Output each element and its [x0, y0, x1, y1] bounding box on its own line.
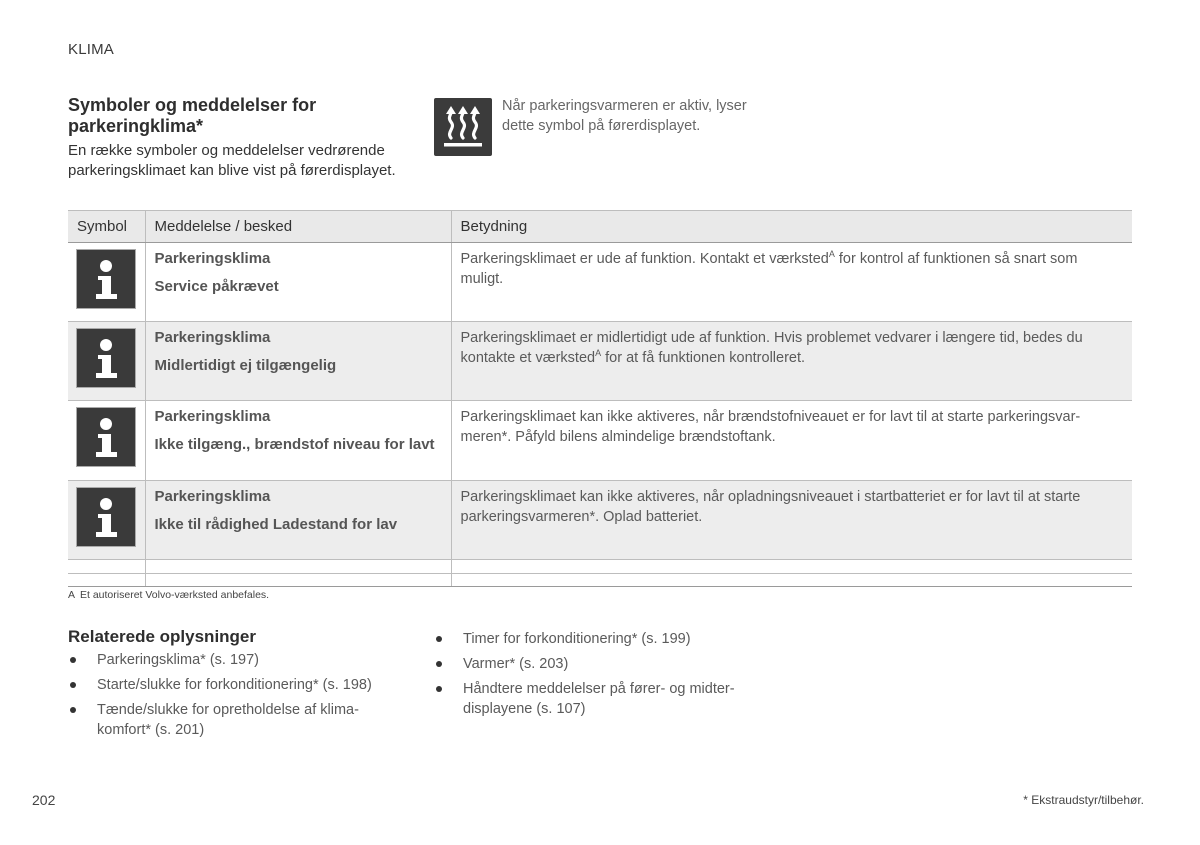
- meaning-text: Parkeringsklimaet er midlertidigt ude af funktion. Hvis problemet vedvarer i længere tid, bedes du kontakte et værksted: [460, 330, 1083, 366]
- heater-note-text: Når parkeringsvarmeren er aktiv, lyser dette symbol på førerdisplayet.: [502, 98, 747, 134]
- symbol-cell: [68, 401, 145, 481]
- table-row: [68, 322, 1132, 401]
- related-link[interactable]: Varmer* (s. 203): [434, 654, 764, 674]
- table-row: [68, 401, 1132, 481]
- meaning-text-cont: for at få funktionen kontrolleret.: [601, 350, 806, 366]
- info-icon: [77, 408, 135, 466]
- message-title: Parkeringsklima: [154, 329, 271, 346]
- related-link[interactable]: Starte/slukke for forkonditionering* (s. 198): [68, 675, 398, 695]
- meaning-cell: [451, 243, 1132, 322]
- intro-text: En række symboler og meddelelser vedrørende parkeringsklimaet kan blive vist på førerdisplayet.: [68, 142, 396, 179]
- table-row: [68, 243, 1132, 322]
- message-cell: [145, 243, 451, 322]
- table-row: [68, 481, 1132, 560]
- message-cell: [145, 481, 451, 560]
- header-meaning: Betydning: [451, 211, 1132, 243]
- related-link[interactable]: Tænde/slukke for opretholdelse af klimakomfort* (s. 201): [68, 700, 398, 740]
- section-label: KLIMA: [68, 41, 115, 58]
- messages-table: [68, 210, 1132, 587]
- header-symbol: Symbol: [68, 211, 145, 243]
- table-row-empty: [68, 560, 1132, 574]
- footnote-mark: A: [68, 589, 76, 601]
- message-cell: [145, 401, 451, 481]
- info-icon: [77, 488, 135, 546]
- footnote-text: Et autoriseret Volvo-værksted anbefales.: [80, 589, 270, 601]
- meaning-cell: [451, 322, 1132, 401]
- footer-note: * Ekstraudstyr/tilbehør.: [1023, 793, 1144, 807]
- message-title: Parkeringsklima: [154, 250, 271, 267]
- message-detail: Ikke tilgæng., brændstof niveau for lavt: [154, 436, 435, 453]
- table-footnote: [68, 589, 269, 601]
- footnote-ref: A: [595, 348, 602, 359]
- meaning-text: Parkeringsklimaet er ude af funktion. Kontakt et værksted: [460, 251, 829, 267]
- header-message: Meddelelse / besked: [145, 211, 451, 243]
- symbol-cell: [68, 481, 145, 560]
- table-header-row: [68, 211, 1132, 243]
- table-row-empty: [68, 574, 1132, 587]
- meaning-text-cont: for kontrol af funktionen så snart som muligt.: [460, 251, 1078, 287]
- page-number: 202: [32, 792, 56, 808]
- info-icon: [77, 250, 135, 308]
- page-title: Symboler og meddelelser for parkeringklima*: [68, 95, 317, 136]
- meaning-cell: [451, 401, 1132, 481]
- message-cell: [145, 322, 451, 401]
- related-link[interactable]: Timer for forkonditionering* (s. 199): [434, 629, 764, 649]
- message-detail: Midlertidigt ej tilgængelig: [154, 357, 337, 374]
- meaning-text: Parkeringsklimaet kan ikke aktiveres, når brændstofniveauet er for lavt til at starte parkeringsvarmeren*. Påfyld bilens almindelige brændstoftank.: [460, 409, 1081, 445]
- related-list-right: [434, 629, 764, 724]
- meaning-cell: [451, 481, 1132, 560]
- message-title: Parkeringsklima: [154, 488, 271, 505]
- related-link[interactable]: Parkeringsklima* (s. 197): [68, 650, 398, 670]
- symbol-cell: [68, 243, 145, 322]
- footnote-ref: A: [828, 249, 835, 260]
- related-link[interactable]: Håndtere meddelelser på fører- og midterdisplayene (s. 107): [434, 679, 764, 719]
- related-title: Relaterede oplysninger: [68, 627, 257, 646]
- message-detail: Ikke til rådighed Ladestand for lav: [154, 516, 398, 533]
- meaning-text: Parkeringsklimaet kan ikke aktiveres, når opladningsniveauet i startbatteriet er for lavt til at starte parkeringsvarmeren*. Oplad batteriet.: [460, 489, 1081, 525]
- message-title: Parkeringsklima: [154, 408, 271, 425]
- message-detail: Service påkrævet: [154, 278, 279, 295]
- info-icon: [77, 329, 135, 387]
- parking-heater-icon: [434, 98, 492, 156]
- symbol-cell: [68, 322, 145, 401]
- related-list-left: [68, 650, 398, 745]
